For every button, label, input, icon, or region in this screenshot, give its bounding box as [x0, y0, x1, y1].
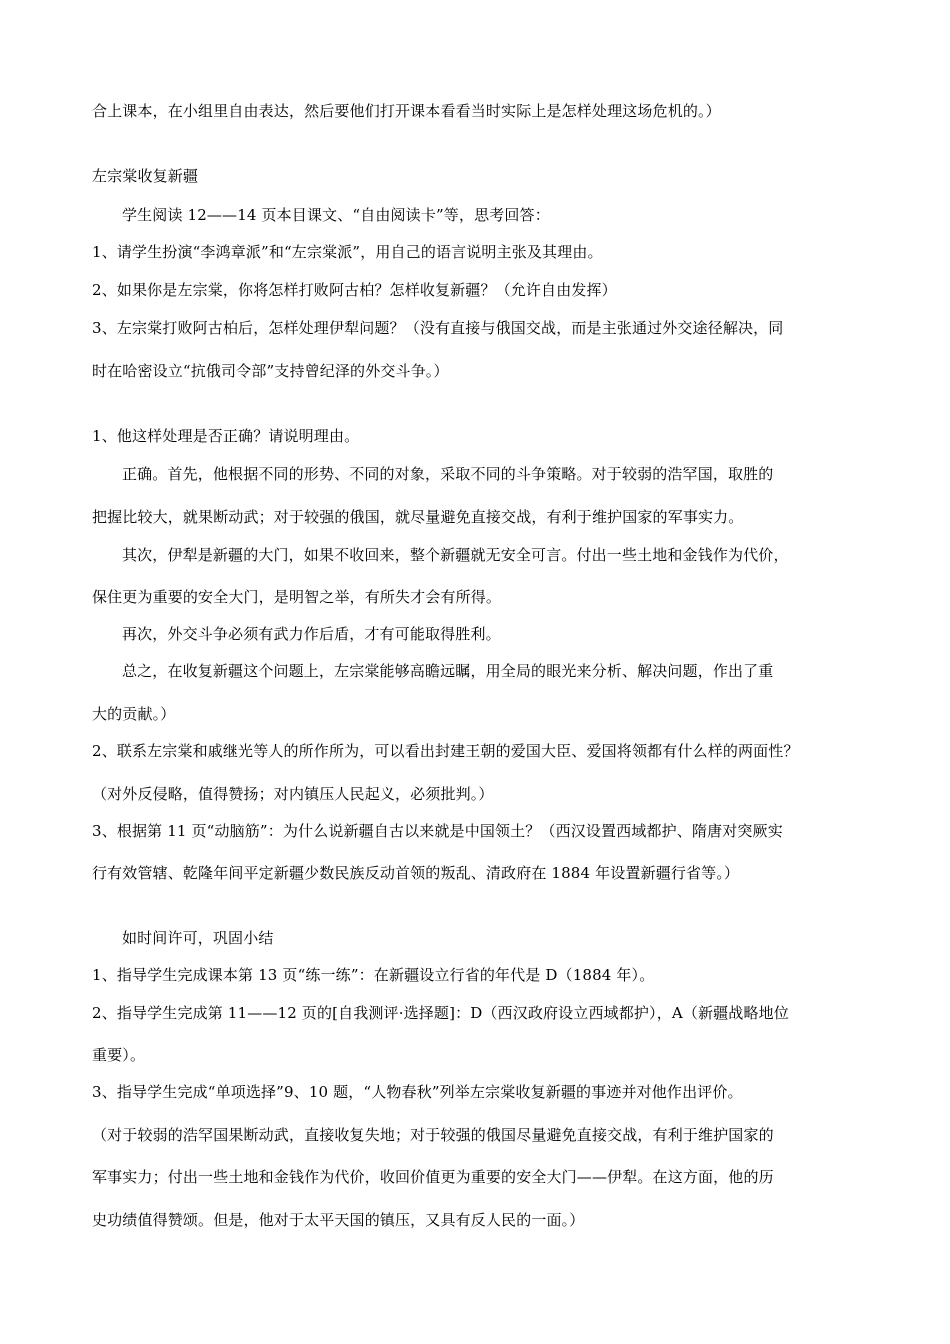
question-line: 1、他这样处理是否正确？请说明理由。	[92, 427, 360, 445]
text-line: 其次，伊犁是新疆的大门，如果不收回来，整个新疆就无安全可言。付出一些土地和金钱作为代价，	[122, 546, 789, 564]
question-line: 2、如果你是左宗棠，你将怎样打败阿古柏？怎样收复新疆？（允许自由发挥）	[92, 281, 617, 299]
text-line: （对于较弱的浩罕国果断动武，直接收复失地；对于较强的俄国尽量避免直接交战，有利于维护国家的	[92, 1126, 774, 1144]
text-line: 把握比较大，就果断动武；对于较强的俄国，就尽量避免直接交战，有利于维护国家的军事实力。	[92, 508, 744, 526]
text-line: （对外反侵略，值得赞扬；对内镇压人民起义，必须批判。）	[92, 785, 494, 803]
text-line: 总之，在收复新疆这个问题上，左宗棠能够高瞻远瞩，用全局的眼光来分析、解决问题，作出了重	[122, 662, 774, 680]
text-line: 再次，外交斗争必须有武力作后盾，才有可能取得胜利。	[122, 625, 501, 643]
text-line: 重要）。	[92, 1046, 146, 1064]
text-line: 学生阅读 12——14 页本目课文、“自由阅读卡”等，思考回答：	[122, 206, 550, 224]
text-line: 保住更为重要的安全大门，是明智之举，有所失才会有所得。	[92, 588, 502, 606]
question-line: 1、指导学生完成课本第 13 页“练一练”：在新疆设立行省的年代是 D（1884 年）。	[92, 966, 655, 984]
text-line: 合上课本，在小组里自由表达，然后要他们打开课本看看当时实际上是怎样处理这场危机的。）	[92, 102, 721, 120]
question-line: 3、左宗棠打败阿古柏后，怎样处理伊犁问题？（没有直接与俄国交战，而是主张通过外交途径解决，同	[92, 319, 784, 337]
question-line: 2、联系左宗棠和戚继光等人的所作所为，可以看出封建王朝的爱国大臣、爱国将领都有什么样的两面性？	[92, 742, 799, 760]
text-line: 史功绩值得赞颂。但是，他对于太平天国的镇压，又具有反人民的一面。）	[92, 1211, 585, 1229]
question-line: 3、根据第 11 页“动脑筋”：为什么说新疆自古以来就是中国领土？（西汉设置西域都护、隋唐对突厥实	[92, 822, 783, 840]
text-line: 时在哈密设立“抗俄司令部”支持曾纪泽的外交斗争。）	[92, 362, 449, 380]
text-line: 正确。首先，他根据不同的形势、不同的对象，采取不同的斗争策略。对于较弱的浩罕国，取胜的	[122, 465, 774, 483]
question-line: 3、指导学生完成“单项选择”9、10 题，“人物春秋”列举左宗棠收复新疆的事迹并对他作出评价。	[92, 1083, 743, 1101]
text-line: 大的贡献。）	[92, 705, 176, 723]
text-line: 行有效管辖、乾隆年间平定新疆少数民族反动首领的叛乱、清政府在 1884 年设置新疆行省等。）	[92, 864, 740, 882]
text-line: 军事实力；付出一些土地和金钱作为代价，收回价值更为重要的安全大门——伊犁。在这方面，他的历	[92, 1168, 774, 1186]
section-heading: 左宗棠收复新疆	[92, 167, 199, 185]
question-line: 2、指导学生完成第 11——12 页的[自我测评·选择题]：D（西汉政府设立西域都护），A（新疆战略地位	[92, 1004, 789, 1022]
question-line: 1、请学生扮演“李鸿章派”和“左宗棠派”，用自己的语言说明主张及其理由。	[92, 243, 603, 261]
section-heading: 如时间许可，巩固小结	[122, 929, 274, 947]
